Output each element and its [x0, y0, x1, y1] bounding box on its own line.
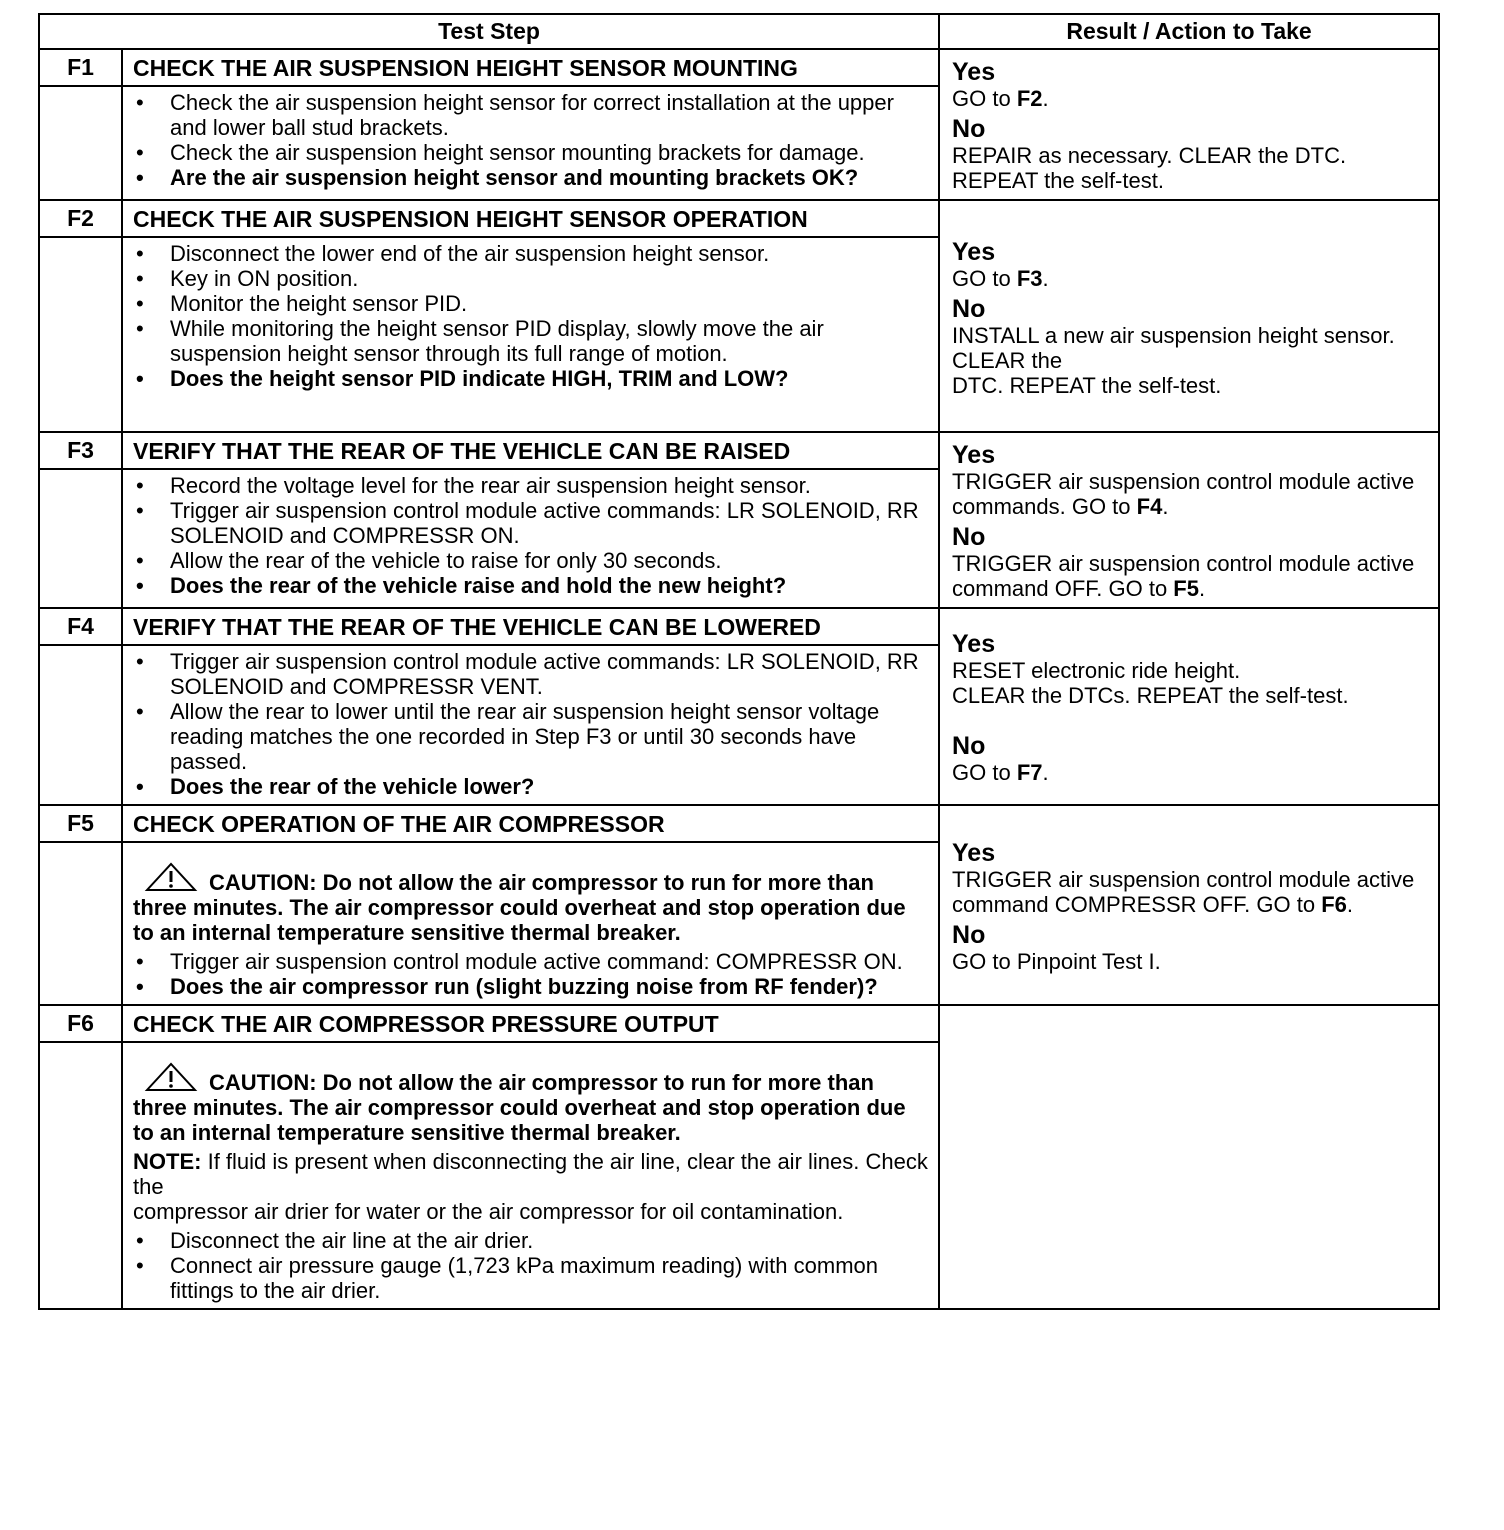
step-id-blank [39, 842, 122, 1005]
step-body [122, 1042, 939, 1309]
yes-action-line: RESET electronic ride height. [952, 658, 1241, 683]
bullet-item: • Key in ON position. [133, 266, 928, 291]
step-id-blank [39, 237, 122, 432]
yes-action: GO to F3. [952, 266, 1049, 291]
step-id: F6 [39, 1005, 122, 1042]
step-bullets [133, 90, 928, 190]
yes-label: Yes [952, 838, 996, 867]
step-id-blank [39, 86, 122, 200]
bullet-item: • Check the air suspension height sensor mounting brackets for damage. [133, 140, 928, 165]
step-reference: F4 [1136, 494, 1163, 519]
bullet-item: • Check the air suspension height sensor for correct installation at the upper and lower ball stud brackets. [133, 90, 928, 140]
yes-label: Yes [952, 441, 996, 469]
step-title: VERIFY THAT THE REAR OF THE VEHICLE CAN BE RAISED [122, 432, 939, 469]
bullet-item: • Disconnect the lower end of the air suspension height sensor. [133, 241, 928, 266]
step-id: F1 [39, 49, 122, 86]
step-title: CHECK THE AIR COMPRESSOR PRESSURE OUTPUT [122, 1005, 939, 1042]
step-title-row [39, 200, 1439, 237]
yes-action: GO to F2. [952, 86, 1049, 111]
step-question: • Does the rear of the vehicle raise and hold the new height? [133, 573, 928, 598]
no-label: No [952, 920, 986, 949]
yes-action: TRIGGER air suspension control module active command COMPRESSR OFF. GO to F6. [952, 866, 1415, 917]
header-test-step: Test Step [39, 14, 939, 49]
no-action-line: CLEAR the [952, 348, 1063, 373]
warning-triangle-icon [143, 862, 199, 892]
step-question: • Does the air compressor run (slight buzzing noise from RF fender)? [133, 974, 928, 999]
step-title: CHECK OPERATION OF THE AIR COMPRESSOR [122, 805, 939, 842]
bullet-item: • Trigger air suspension control module active commands: LR SOLENOID, RR SOLENOID and COMPRESSR VENT. [133, 649, 928, 699]
step-title-row [39, 432, 1439, 469]
step-question: • Are the air suspension height sensor and mounting brackets OK? [133, 165, 928, 190]
step-result [939, 432, 1439, 608]
no-action-line: DTC. REPEAT the self-test. [952, 373, 1222, 398]
spacer [952, 708, 1428, 728]
step-title: CHECK THE AIR SUSPENSION HEIGHT SENSOR MOUNTING [122, 49, 939, 86]
step-title-row [39, 49, 1439, 86]
step-result [939, 200, 1439, 432]
step-body [122, 645, 939, 805]
step-body [122, 86, 939, 200]
step-bullets [133, 473, 928, 598]
table-header-row [39, 14, 1439, 49]
step-result-empty [939, 1005, 1439, 1309]
no-action-line: INSTALL a new air suspension height sensor. [952, 323, 1395, 348]
step-reference: F6 [1321, 891, 1347, 917]
no-label: No [952, 523, 986, 551]
step-title: VERIFY THAT THE REAR OF THE VEHICLE CAN BE LOWERED [122, 608, 939, 645]
step-title-row [39, 608, 1439, 645]
bullet-item: • Connect air pressure gauge (1,723 kPa maximum reading) with common fittings to the air drier. [133, 1253, 928, 1303]
bullet-item: • Allow the rear to lower until the rear air suspension height sensor voltage reading matches the one recorded in Step F3 or until 30 seconds have passed. [133, 699, 928, 774]
step-id: F4 [39, 608, 122, 645]
yes-action: TRIGGER air suspension control module active commands. GO to F4. [952, 469, 1415, 519]
step-reference: F7 [1016, 760, 1043, 785]
yes-label: Yes [952, 58, 996, 86]
no-action: GO to Pinpoint Test I. [952, 948, 1161, 974]
step-question: • Does the rear of the vehicle lower? [133, 774, 928, 799]
no-label: No [952, 732, 986, 760]
caution-text: CAUTION: Do not allow the air compressor to run for more than three minutes. The air compressor could overheat and stop operation due to an internal temperature sensitive thermal breaker. [133, 1070, 906, 1145]
step-result [939, 608, 1439, 805]
step-id-blank [39, 645, 122, 805]
step-reference: F3 [1016, 266, 1043, 291]
step-bullets [133, 949, 928, 999]
step-title-row [39, 1005, 1439, 1042]
step-bullets [133, 1228, 928, 1303]
step-body [122, 469, 939, 608]
step-id: F2 [39, 200, 122, 237]
step-id-blank [39, 469, 122, 608]
bullet-item: • Record the voltage level for the rear air suspension height sensor. [133, 473, 928, 498]
step-result [939, 805, 1439, 1005]
step-id: F5 [39, 805, 122, 842]
step-title-row [39, 805, 1439, 842]
no-action: REPAIR as necessary. CLEAR the DTC. REPEAT the self-test. [952, 143, 1347, 193]
yes-label: Yes [952, 238, 996, 266]
step-reference: F5 [1173, 576, 1199, 601]
step-id: F3 [39, 432, 122, 469]
step-id-blank [39, 1042, 122, 1309]
no-label: No [952, 115, 986, 143]
step-title: CHECK THE AIR SUSPENSION HEIGHT SENSOR OPERATION [122, 200, 939, 237]
bullet-item: • While monitoring the height sensor PID display, slowly move the air suspension height sensor through its full range of motion. [133, 316, 928, 366]
step-reference: F2 [1016, 86, 1043, 111]
caution-block [133, 862, 928, 945]
yes-label: Yes [952, 630, 996, 658]
step-body [122, 237, 939, 432]
bullet-item: • Trigger air suspension control module active command: COMPRESSR ON. [133, 949, 928, 974]
bullet-item: • Trigger air suspension control module active commands: LR SOLENOID, RR SOLENOID and COMPRESSR ON. [133, 498, 928, 548]
bullet-item: • Monitor the height sensor PID. [133, 291, 928, 316]
caution-text: CAUTION: Do not allow the air compressor to run for more than three minutes. The air compressor could overheat and stop operation due to an internal temperature sensitive thermal breaker. [133, 870, 906, 945]
step-bullets [133, 649, 928, 799]
note-line: NOTE: If fluid is present when disconnecting the air line, clear the air lines. Check the [133, 1149, 928, 1199]
note-label: NOTE: [133, 1149, 202, 1174]
no-action: GO to F7. [952, 760, 1049, 785]
diagnostic-test-table [38, 13, 1440, 1310]
yes-action-line: CLEAR the DTCs. REPEAT the self-test. [952, 683, 1349, 708]
no-action: TRIGGER air suspension control module active command OFF. GO to F5. [952, 551, 1415, 601]
caution-block [133, 1062, 928, 1145]
warning-triangle-icon [143, 1062, 199, 1092]
step-body [122, 842, 939, 1005]
bullet-item: • Disconnect the air line at the air drier. [133, 1228, 928, 1253]
step-bullets [133, 241, 928, 391]
no-label: No [952, 295, 986, 323]
note-line: compressor air drier for water or the air compressor for oil contamination. [133, 1199, 844, 1224]
step-question: • Does the height sensor PID indicate HIGH, TRIM and LOW? [133, 366, 928, 391]
header-result: Result / Action to Take [939, 14, 1439, 49]
note-block [133, 1149, 928, 1224]
step-result [939, 49, 1439, 200]
bullet-item: • Allow the rear of the vehicle to raise for only 30 seconds. [133, 548, 928, 573]
